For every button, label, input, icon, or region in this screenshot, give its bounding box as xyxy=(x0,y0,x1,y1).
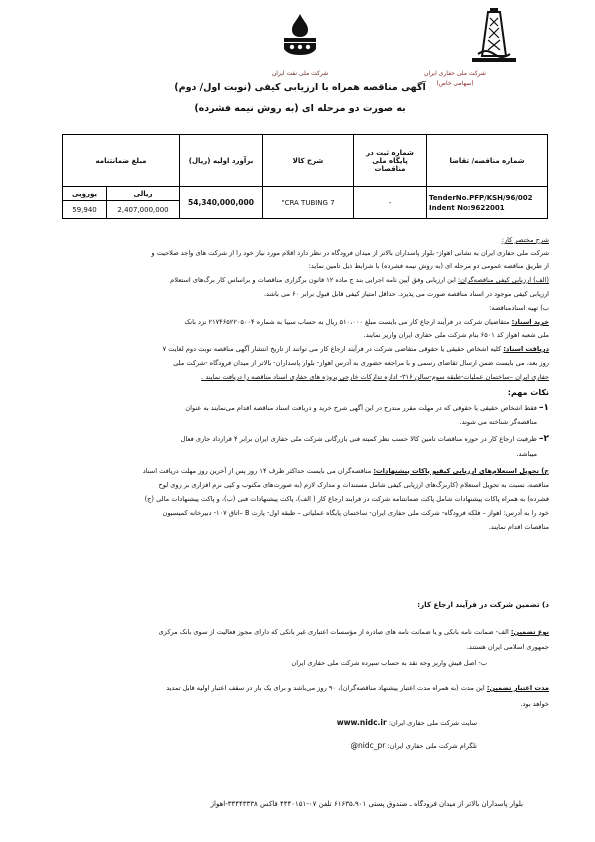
validity-label: مدت اعتبار تضمین: xyxy=(486,684,549,692)
delivery-line-4: خود را به آدرس: اهواز – فلکه فرودگاه- شرکت ملی حفاری ایران- ساختمان پایگاه عملیاتی – طبقه اول- پارت B –اتاق ۱۰۷- دبیرخانه کمیسیون xyxy=(162,509,549,517)
company-left-label: شرکت ملی حفاری ایران xyxy=(424,70,486,77)
note-1-line-2: مناقصه‌گر شناخته می شوند. xyxy=(459,418,537,426)
purchase-line-1 xyxy=(43,318,549,326)
website-label: سایت شرکت ملی حفاری ایران: xyxy=(388,719,477,727)
delivery-line-1 xyxy=(43,467,549,475)
note-2-number: ۲– xyxy=(539,434,549,444)
indent-number: Indent No:9622001 xyxy=(429,203,505,212)
telegram-line xyxy=(0,741,477,750)
guarantee-type-line-3: ب- اصل فیش واریز وجه نقد به حساب سپرده شرکت ملی حفاری ایران xyxy=(291,659,487,667)
telegram-label: تلگرام شرکت ملی حفاری ایران: xyxy=(387,742,477,750)
delivery-line-2: مناقصه، نسبت به تحویل استعلام (کاربرگ‌های ارزیابی کیفی شامل مستندات و مدارک لازم (به صورت‌های مکتوب و کپی نرم افزاری بر روی لوح xyxy=(158,481,549,489)
note-1-number: ۱– xyxy=(539,403,549,413)
header-guarantee: مبلغ ضمانتنامه xyxy=(63,135,180,187)
delivery-line-3: فشرده) به همراه پاکات پیشنهادات شامل پاکت ضمانتنامه شرکت در فرایند ارجاع کار ( الف)، پاکت پیشنهادات فنی (ب)، و پاکت پیشنهادات مالی (ج) xyxy=(144,495,549,503)
receive-line-1 xyxy=(43,345,549,353)
header-description: شرح کالا xyxy=(263,135,354,187)
note-1-text-1: فقط اشخاص حقیقی یا حقوقی که در مهلت مقرر مندرج در این آگهی شرح خرید و دریافت اسناد مناقصه اقدام می‌نمایند به عنوان xyxy=(185,404,537,412)
header-estimate: برآورد اولیه (ریال) xyxy=(180,135,263,187)
guarantee-type-line-1 xyxy=(43,628,549,636)
intro-line-2: از طریق مناقصه عمومی دو مرحله ای (به روش نیمه فشرده) با شرایط ذیل تامین نماید: xyxy=(308,262,549,270)
purchase-text-1: متقاضیان شرکت در فرآیند ارجاع کار می بایست مبلغ ۵۱۰،۰۰۰ ریال به حساب سیبا به شماره ۲۱۷۴۶۵۲۲۰۵۰۰۴ نزد بانک xyxy=(184,318,510,326)
company-top-label: شرکت ملی نفت ایران xyxy=(271,70,329,77)
intro-line-1: شرکت ملی حفاری ایران به نشانی اهواز- بلوار پاسداران بالاتر از میدان فرودگاه در نظر دارد اقلام مورد نیاز خود را از شرکت های واجد صلاحیت و xyxy=(151,249,549,257)
purchase-label: خرید اسناد: xyxy=(511,318,549,326)
note-2-line-2: میباشد. xyxy=(516,450,537,458)
validity-line-1 xyxy=(43,684,549,692)
note-2-text-1: ظرفیت ارجاع کار در حوزه مناقصات تامین کالا حسب نظر کمیته فنی بازرگانی شرکت ملی حفاری ایران برابر ۴ قرارداد جاری فعال xyxy=(180,435,537,443)
nioc-logo xyxy=(278,12,322,60)
quality-line-1 xyxy=(43,276,549,284)
purchase-line-2: ملی شعبه اهواز کد ۶۵۰۱ بنام شرکت ملی حفاری ایران واریز نمایند. xyxy=(363,331,549,339)
section-be: ب) تهیه اسنادمناقصه: xyxy=(489,304,549,312)
estimate-value: 54,340,000,000 xyxy=(180,187,263,219)
goods-description: CRA TUBING 7" xyxy=(263,187,354,219)
brief-heading: شرح مختصر کار: xyxy=(501,236,549,244)
guarantee-rial: 2,407,000,000 xyxy=(107,201,180,219)
delivery-label: ج) تحویل استعلام‌های ارزیابی کیفیو پاکات پیشنهادات: xyxy=(373,467,549,475)
header-rial: ریالی xyxy=(107,187,180,201)
website-line xyxy=(0,718,477,727)
header-euro: یورویی xyxy=(63,187,107,201)
tender-number: TenderNo.PFP/KSH/96/002 xyxy=(429,193,533,202)
quality-text-1: این ارزیابی وفق آیین نامه اجرایی بند ج ماده ۱۲ قانون برگزاری مناقصات و براساس کار برگ‌های استعلام xyxy=(170,276,456,284)
notice-subtitle: به صورت دو مرحله ای (به روش نیمه فشرده) xyxy=(194,103,406,114)
note-1-line-1 xyxy=(43,403,549,413)
tender-number-cell xyxy=(427,187,548,219)
receive-label: دریافت اسناد: xyxy=(503,345,549,353)
reg-number: - xyxy=(354,187,427,219)
telegram-link[interactable]: @nidc_pr xyxy=(350,741,386,750)
notice-title: آگهی مناقصه همراه با ارزیابی کیفی (نوبت اول/ دوم) xyxy=(174,82,426,93)
guarantee-heading: د) تضمین شرکت در فرآیند ارجاع کار: xyxy=(417,600,549,609)
quality-label: (الف) ارزیابی کیفی مناقصه‌گران: xyxy=(457,276,549,284)
receive-line-2: روز بعد، می بایست ضمن ارسال تقاضای رسمی و با مراجعه حضوری به آدرس اهواز- بلوار پاسداران- بالاتر از میدان فرودگاه -شرکت ملی xyxy=(173,359,549,367)
quality-line-2: ارزیابی کیفی موجود در اسناد مناقصه صورت می پذیرد. حداقل امتیاز کیفی قابل قبول برابر ۶۰ می باشد. xyxy=(263,290,549,298)
guarantee-euro: 59,940 xyxy=(63,201,107,219)
website-link[interactable]: www.nidc.ir xyxy=(336,718,387,727)
footer-address: بلوار پاسداران بالاتر از میدان فرودگاه ـ صندوق پستی ۶۱۶۳۵،۹۰۱ تلفن ۰۷-۴۴۴۰۱۵۱ فاکس ۳۴۴۴۳۳۳۸-اهواز xyxy=(210,800,523,808)
validity-text-1: این مدت (به همراه مدت اعتبار پیشنهاد مناقصه‌گران)، ۹۰ روز می‌باشد و برای یک بار در سقف اعتبار اولیه قابل تمدید xyxy=(166,684,485,692)
tender-table xyxy=(62,134,548,219)
guarantee-type-label: نوع تضمین: xyxy=(510,628,549,636)
delivery-line-5: مناقصات اقدام نمایند. xyxy=(488,523,549,531)
header-tender-number: شماره مناقصه/ تقاضا xyxy=(427,135,548,187)
guarantee-type-line-2: جمهوری اسلامی ایران هستند. xyxy=(466,643,549,651)
header-reg-number: شماره ثبت در پایگاه ملی مناقصات xyxy=(354,135,427,187)
notes-heading: نکات مهم: xyxy=(507,388,549,397)
validity-line-2: خواهد بود. xyxy=(520,700,549,708)
receive-line-3: حفاری ایران –ساختمان عملیات-طبقه سوم-سالن ۳۱۶- اداره تدارکات خارجی پروژه های حفاری اسناد مناقصه را دریافت نمایند . xyxy=(201,373,549,381)
company-left-sub: (سهامی خاص) xyxy=(436,80,474,87)
note-2-line-1 xyxy=(43,434,549,444)
receive-text-1: کلیه اشخاص حقیقی یا حقوقی متقاضی شرکت در فرآیند ارجاع کار می توانند از تاریخ انتشار آگهی مناقصه نوبت دوم لغایت ۷ xyxy=(162,345,502,353)
nidc-logo xyxy=(468,8,520,64)
delivery-text-1: مناقصه‌گران می بایست حداکثر ظرف ۱۴ روز پس از آخرین روز مهلت دریافت اسناد xyxy=(142,467,372,475)
guarantee-type-text-1: الف- ضمانت نامه بانکی و یا ضمانت نامه های صادره از مؤسسات اعتباری غیر بانکی که دارای مجوز فعالیت از سوی بانک مرکزی xyxy=(158,628,509,636)
